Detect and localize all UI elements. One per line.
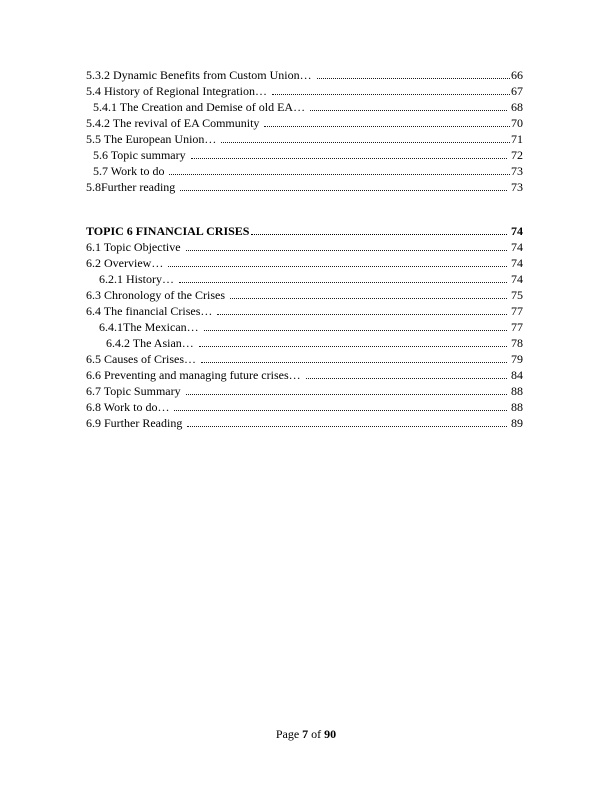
table-of-contents: [86, 67, 523, 431]
toc-entry-label: 5.4.2 The revival of EA Community: [86, 116, 263, 130]
toc-page-number: 77: [508, 320, 523, 334]
toc-leader-dots: [191, 158, 507, 159]
toc-entry-label: 6.4 The financial Crises…: [86, 304, 216, 318]
toc-leader-dots: [264, 126, 510, 127]
toc-leader-dots: [272, 94, 510, 95]
toc-entry-label: 6.6 Preventing and managing future crises…: [86, 368, 304, 382]
toc-entry: [86, 179, 523, 195]
toc-page-number: 78: [508, 336, 523, 350]
toc-page-number: 88: [508, 384, 523, 398]
toc-entry: [86, 319, 523, 335]
toc-leader-dots: [204, 330, 507, 331]
toc-leader-dots: [168, 266, 507, 267]
toc-entry: [86, 399, 523, 415]
toc-leader-dots: [310, 110, 507, 111]
toc-leader-dots: [187, 426, 507, 427]
toc-entry-label: 5.4 History of Regional Integration…: [86, 84, 270, 98]
toc-page-number: 77: [508, 304, 523, 318]
toc-entry: [86, 115, 523, 131]
toc-page-number: 79: [508, 352, 523, 366]
toc-leader-dots: [221, 142, 510, 143]
toc-leader-dots: [179, 282, 507, 283]
toc-entry-label: 6.1 Topic Objective: [86, 240, 184, 254]
toc-entry-label: 6.2.1 History…: [99, 272, 177, 286]
toc-page-number: 73: [511, 164, 523, 178]
toc-page-number: 68: [508, 100, 523, 114]
toc-entry-label: 6.4.2 The Asian…: [106, 336, 197, 350]
toc-entry: [86, 255, 523, 271]
toc-entry: [86, 239, 523, 255]
toc-leader-dots: [217, 314, 507, 315]
toc-page-number: 74: [508, 224, 523, 238]
toc-leader-dots: [306, 378, 507, 379]
toc-page-number: 84: [508, 368, 523, 382]
toc-leader-dots: [199, 346, 507, 347]
toc-leader-dots: [230, 298, 507, 299]
toc-entry: [86, 83, 523, 99]
footer-total-pages: 90: [324, 727, 337, 741]
toc-entry: [86, 67, 523, 83]
toc-page-number: 70: [511, 116, 523, 130]
toc-entry: [86, 415, 523, 431]
toc-page-number: 71: [511, 132, 523, 146]
toc-entry-label: 6.9 Further Reading: [86, 416, 186, 430]
toc-leader-dots: [174, 410, 507, 411]
toc-page-number: 74: [508, 240, 523, 254]
toc-entry: [86, 131, 523, 147]
toc-section-heading: [86, 223, 523, 239]
toc-entry-label: 6.3 Chronology of the Crises: [86, 288, 228, 302]
footer-current-page: 7: [302, 727, 309, 741]
toc-leader-dots: [317, 78, 510, 79]
toc-entry-label: 5.6 Topic summary: [93, 148, 189, 162]
toc-entry-label: 5.8Further reading: [86, 180, 179, 194]
toc-page-number: 74: [508, 272, 523, 286]
footer-page-word: Page: [275, 727, 303, 741]
toc-leader-dots: [180, 190, 507, 191]
toc-entry-label: 6.4.1The Mexican…: [99, 320, 202, 334]
toc-entry: [86, 335, 523, 351]
toc-leader-dots: [201, 362, 507, 363]
toc-entry: [86, 271, 523, 287]
toc-page-number: 74: [508, 256, 523, 270]
toc-leader-dots: [169, 174, 510, 175]
toc-page-number: 73: [508, 180, 523, 194]
toc-entry: [86, 367, 523, 383]
toc-entry: [86, 303, 523, 319]
toc-entry: [86, 287, 523, 303]
toc-entry-label: 6.2 Overview…: [86, 256, 167, 270]
toc-section-heading-label: TOPIC 6 FINANCIAL CRISES: [86, 224, 250, 238]
toc-entry: [86, 147, 523, 163]
page-footer: [0, 726, 612, 742]
toc-entry: [86, 163, 523, 179]
toc-entry-label: 5.5 The European Union…: [86, 132, 220, 146]
toc-page-number: 89: [508, 416, 523, 430]
toc-page-number: 67: [511, 84, 523, 98]
toc-entry-label: 6.8 Work to do…: [86, 400, 173, 414]
toc-entry-label: 5.4.1 The Creation and Demise of old EA…: [93, 100, 309, 114]
toc-leader-dots: [186, 250, 507, 251]
toc-entry-label: 6.7 Topic Summary: [86, 384, 184, 398]
toc-page-number: 88: [508, 400, 523, 414]
toc-entry: [86, 99, 523, 115]
toc-page-number: 66: [511, 68, 523, 82]
toc-entry: [86, 383, 523, 399]
toc-leader-dots: [251, 234, 507, 235]
toc-entry: [86, 351, 523, 367]
toc-entry-label: 5.3.2 Dynamic Benefits from Custom Union…: [86, 68, 315, 82]
footer-of-word: of: [308, 727, 325, 741]
toc-page-number: 72: [508, 148, 523, 162]
toc-leader-dots: [186, 394, 507, 395]
toc-entry-label: 5.7 Work to do: [93, 164, 168, 178]
toc-entry-label: 6.5 Causes of Crises…: [86, 352, 199, 366]
toc-page-number: 75: [508, 288, 523, 302]
